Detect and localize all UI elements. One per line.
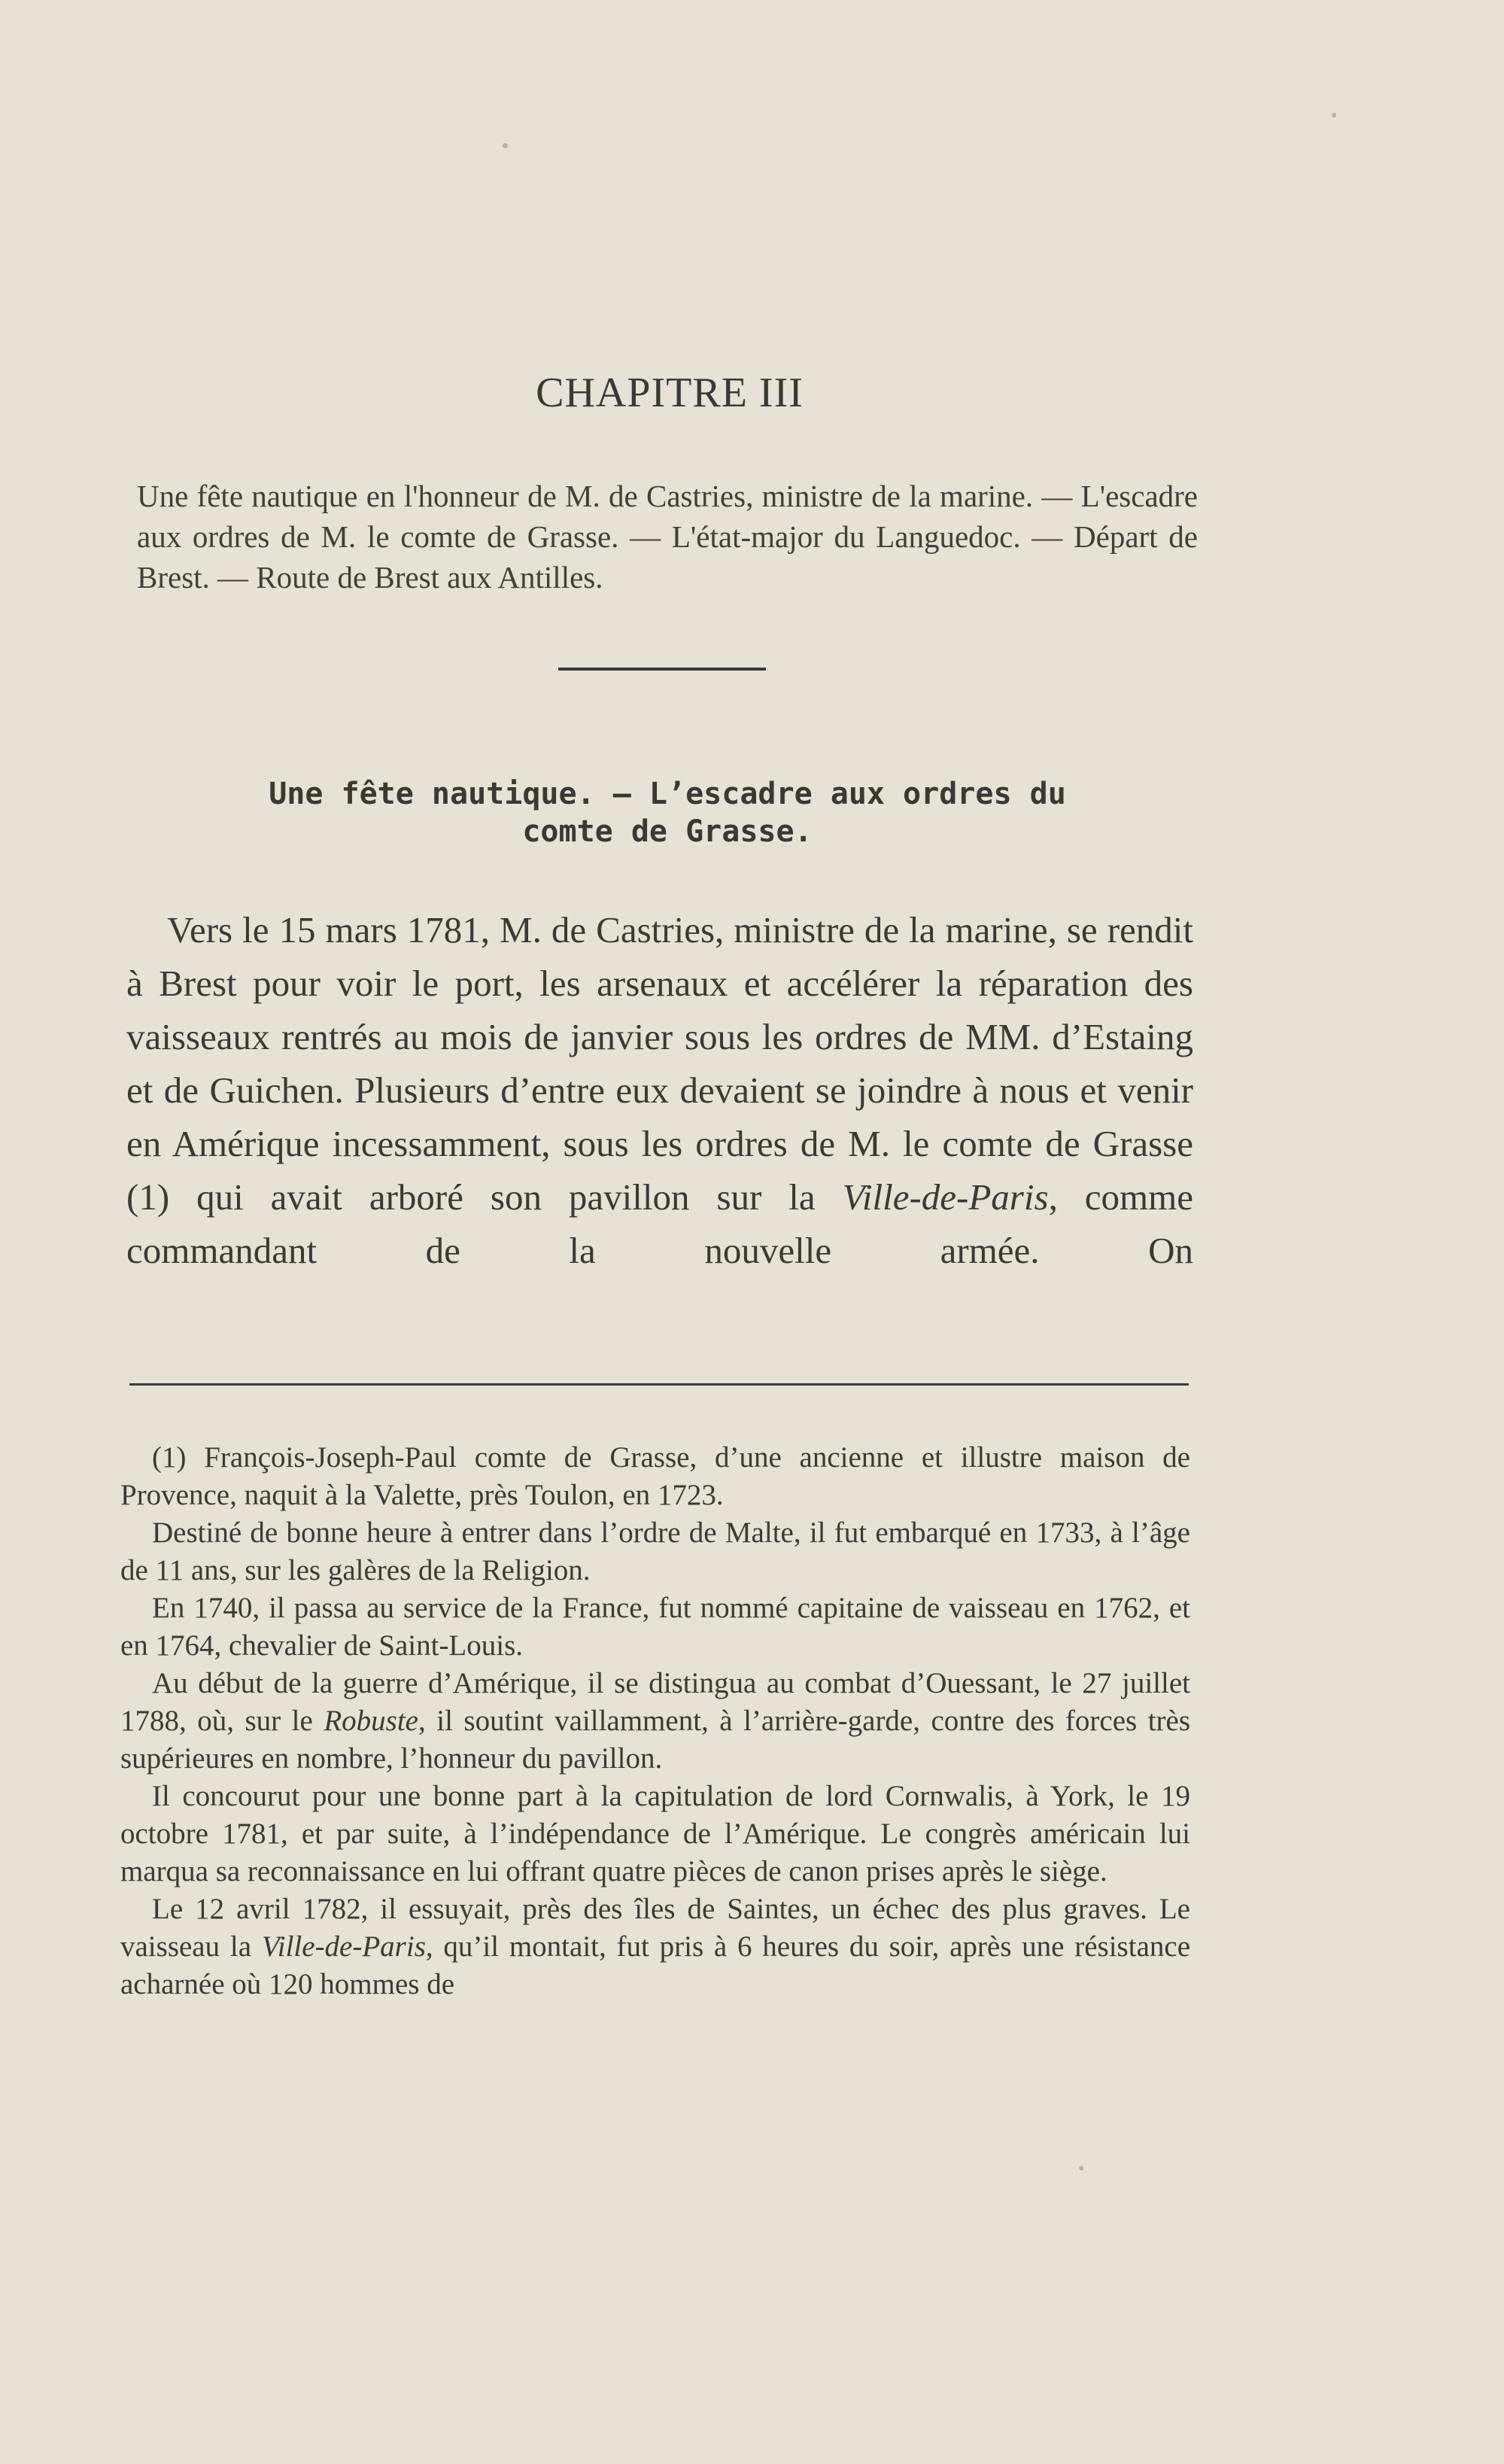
footnote-divider: [129, 1383, 1189, 1386]
footnote-6-start: Le 12 avril 1782, il essuyait, près des îles de Saintes, un échec des plus graves. Le vaisseau la: [120, 1893, 1190, 1963]
body-text-end: , comme commandant de la nouvelle armée. On: [126, 1176, 1193, 1271]
short-divider: [558, 668, 766, 671]
body-paragraph: [126, 903, 1193, 1277]
chapter-title: CHAPITRE III: [536, 370, 804, 416]
ship-name: Ville-de-Paris: [842, 1176, 1049, 1218]
paper-speck: [1079, 2166, 1083, 2170]
ship-robuste: Robuste: [324, 1705, 418, 1737]
footnote-1: (1) François-Joseph-Paul comte de Grasse, d’une ancienne et illustre maison de Provence, naquit à la Valette, près Toulon, en 1723.: [120, 1441, 1190, 1511]
chapter-summary: Une fête nautique en l'honneur de M. de Castries, ministre de la marine. — L'escadre aux ordres de M. le comte de Grasse. — L'état-major du Languedoc. — Départ de Brest. — Route de Brest aux Antilles.: [137, 479, 1198, 595]
section-heading-line2: comte de Grasse.: [522, 814, 813, 849]
footnote-6-end: , qu’il montait, fut pris à 6 heures du soir, après une résistance acharnée où 120 hommes de: [120, 1930, 1191, 2000]
paper-speck: [1332, 113, 1336, 117]
body-text-start: Vers le 15 mars 1781, M. de Castries, ministre de la marine, se rendit à Brest pour voir le port, les arsenaux et accélérer la réparation des vaisseaux rentrés au mois de janvier sous les ordres de MM. d’Estaing et de Guichen. Plusieurs d’entre eux devaient se joindre à nous et venir en Amérique incessamment, sous les ordres de M. le comte de Grasse (1) qui avait arboré son pavillon sur la: [126, 909, 1193, 1218]
footnote-3: En 1740, il passa au service de la France, fut nommé capitaine de vaisseau en 1762, et en 1764, chevalier de Saint-Louis.: [120, 1592, 1190, 1662]
footnote-4-start: Au début de la guerre d’Amérique, il se distingua au combat d’Ouessant, le 27 juillet 1788, où, sur le: [120, 1667, 1190, 1737]
footnote-4-end: , il soutint vaillamment, à l’arrière-garde, contre des forces très supérieures en nombre, l’honneur du pavillon.: [120, 1705, 1191, 1775]
ship-ville-de-paris: Ville-de-Paris: [261, 1930, 426, 1963]
section-heading: [137, 775, 1198, 850]
footnote-4: [120, 1665, 1190, 1778]
footnote-6: [120, 1891, 1190, 2003]
footnotes: [120, 1439, 1190, 2003]
footnote-5: Il concourut pour une bonne part à la capitulation de lord Cornwalis, à York, le 19 octobre 1781, et par suite, à l’indépendance de l’Amérique. Le congrès américain lui marqua sa reconnaissance en lui offrant quatre pièces de canon prises après le siège.: [120, 1780, 1190, 1888]
footnote-2: Destiné de bonne heure à entrer dans l’ordre de Malte, il fut embarqué en 1733, à l’âge de 11 ans, sur les galères de la Religion.: [120, 1516, 1190, 1586]
section-heading-line1: Une fête nautique. — L’escadre aux ordres du: [269, 777, 1066, 811]
paper-speck: [503, 143, 508, 148]
